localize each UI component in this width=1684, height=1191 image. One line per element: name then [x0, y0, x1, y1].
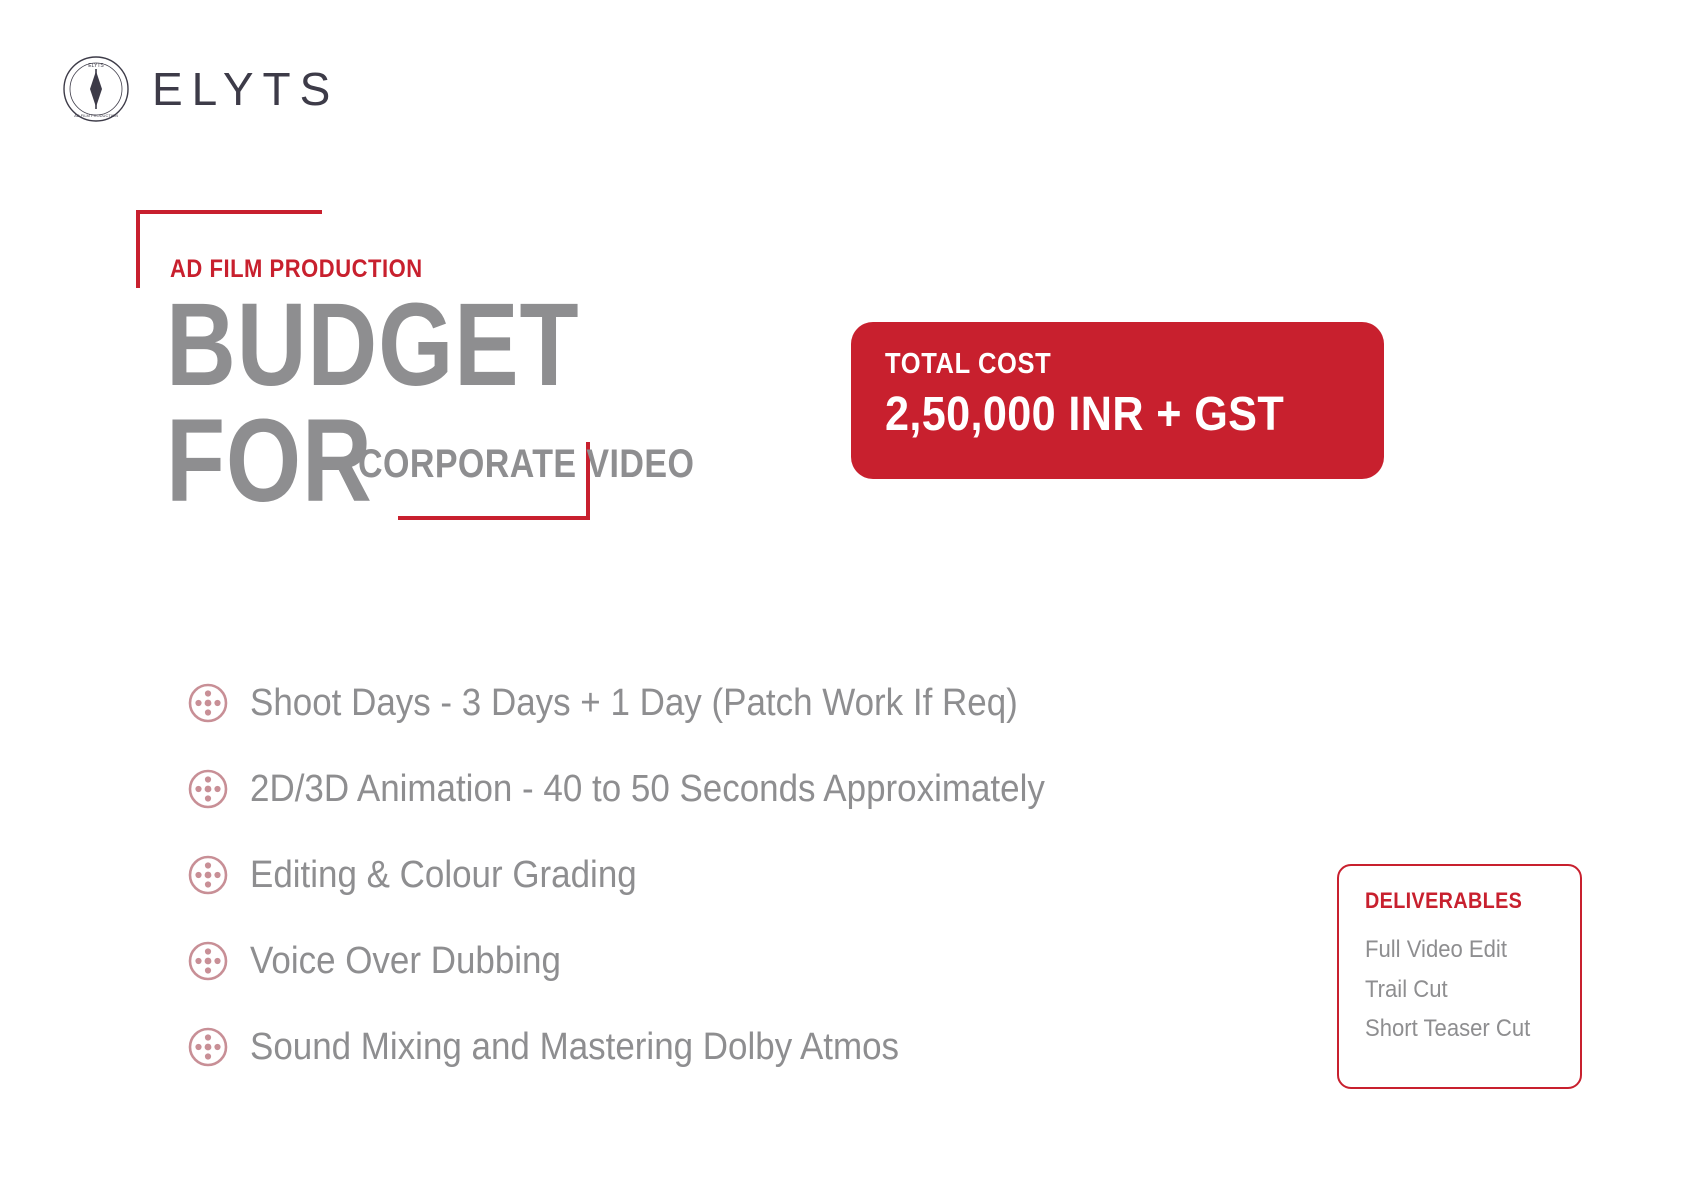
list-item-label: Shoot Days - 3 Days + 1 Day (Patch Work If Req) [250, 681, 1018, 724]
scope-list [188, 660, 1188, 1090]
page-title: BUDGET FOR [166, 279, 580, 527]
deliverable-item: Short Teaser Cut [1365, 1015, 1531, 1043]
list-item [188, 1004, 1188, 1090]
page-subtitle: CORPORATE VIDEO [358, 442, 695, 486]
deliverables-card [1337, 864, 1582, 1089]
deliverable-item: Full Video Edit [1365, 936, 1507, 963]
title-kicker: AD FILM PRODUCTION [170, 255, 423, 283]
film-reel-icon [188, 855, 228, 895]
elyts-emblem-icon [62, 55, 130, 123]
brand-logo [62, 55, 339, 123]
list-item-label: Voice Over Dubbing [250, 939, 561, 982]
film-reel-icon [188, 769, 228, 809]
list-item [188, 746, 1188, 832]
total-cost-card [851, 322, 1384, 479]
film-reel-icon [188, 1027, 228, 1067]
total-cost-value: 2,50,000 INR + GST [885, 388, 1285, 441]
list-item-label: Sound Mixing and Mastering Dolby Atmos [250, 1025, 900, 1068]
total-cost-label: TOTAL COST [885, 348, 1052, 380]
film-reel-icon [188, 941, 228, 981]
svg-text:ELYTS: ELYTS [88, 63, 104, 69]
brand-name: ELYTS [152, 63, 340, 115]
svg-text:AD FILM PRODUCTION: AD FILM PRODUCTION [74, 113, 118, 118]
list-item [188, 832, 1188, 918]
list-item-label: Editing & Colour Grading [250, 853, 637, 896]
list-item [188, 918, 1188, 1004]
list-item-label: 2D/3D Animation - 40 to 50 Seconds Approximately [250, 767, 1045, 810]
deliverables-title: DELIVERABLES [1365, 888, 1523, 913]
list-item [188, 660, 1188, 746]
film-reel-icon [188, 683, 228, 723]
deliverable-item: Trail Cut [1365, 975, 1448, 1003]
